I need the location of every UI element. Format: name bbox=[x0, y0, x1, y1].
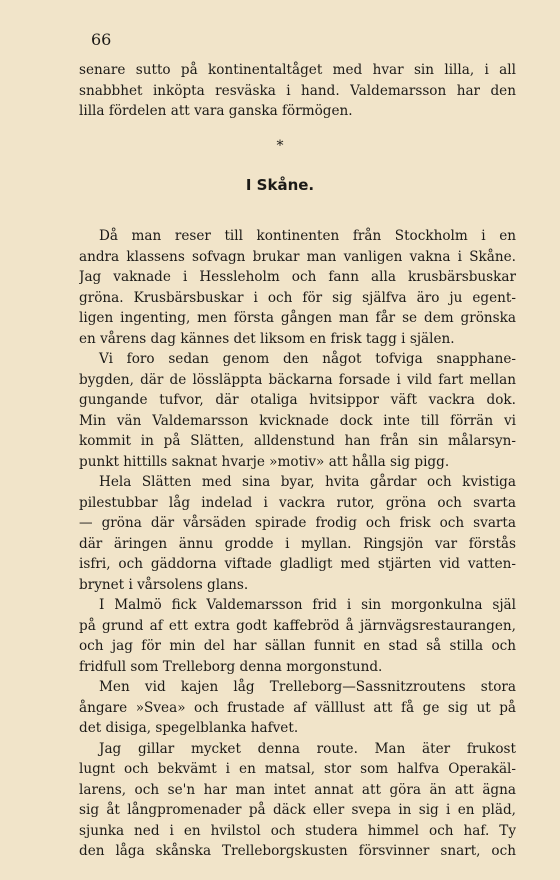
section-body bbox=[79, 226, 516, 862]
text-line: Min vän Valdemarsson kvicknade dock inte till förrän vi bbox=[79, 412, 516, 429]
text-line: Men vid kajen låg Trelleborg—Sassnitzroutens stora bbox=[99, 679, 516, 695]
text-line: lilla fördelen att vara ganska förmögen. bbox=[79, 103, 353, 119]
text-line: på grund af ett extra godt kaffebröd å järnvägsrestaurangen, bbox=[79, 617, 516, 634]
text-line: gungande tufvor, där otaliga hvitsippor väft vackra dok. bbox=[79, 392, 516, 408]
text-line: Vi foro sedan genom den något tofviga snapphane- bbox=[99, 351, 516, 367]
text-line: lugnt och bekvämt i en matsal, stor som halfva Operakäl- bbox=[79, 761, 516, 777]
text-line: Jag gillar mycket denna route. Man äter frukost bbox=[99, 740, 516, 757]
text-line: — gröna där vårsäden spirade frodig och frisk och svarta bbox=[79, 515, 516, 531]
text-line: Hela Slätten med sina byar, hvita gårdar och kvistiga bbox=[99, 474, 516, 490]
section-separator: * bbox=[276, 138, 284, 154]
text-line: pilestubbar låg indelad i vackra rutor, gröna och svarta bbox=[79, 494, 516, 511]
text-line: snabbhet inköpta resväska i hand. Valdemarsson har den bbox=[79, 82, 516, 99]
intro-paragraph bbox=[79, 60, 516, 122]
section-heading: I Skåne. bbox=[245, 176, 315, 194]
text-line: en vårens dag kännes det liksom en frisk tagg i själen. bbox=[79, 330, 455, 347]
text-line: larens, och se'n har man intet annat att göra än att ägna bbox=[79, 781, 516, 798]
text-line: den låga skånska Trelleborgskusten försvinner snart, och bbox=[79, 843, 516, 859]
text-line: ångare »Svea» och frustade af välllust att få ge sig ut på bbox=[79, 699, 516, 716]
text-line: sig åt långpromenader på däck eller svepa in sig i en pläd, bbox=[79, 802, 516, 818]
text-line: det disiga, spegelblanka hafvet. bbox=[79, 720, 299, 736]
text-line: I Malmö fick Valdemarsson frid i sin morgonkulna själ bbox=[99, 597, 516, 613]
text-line: isfri, och gäddorna viftade gladligt med stjärten vid vatten- bbox=[79, 556, 516, 572]
text-line: andra klassens sofvagn brukar man vanligen vakna i Skåne. bbox=[79, 248, 516, 265]
text-line: bygden, där de lössläppta bäckarna forsade i vild fart mellan bbox=[79, 371, 516, 388]
text-line: fridfull som Trelleborg denna morgonstund. bbox=[79, 658, 383, 675]
text-line: ligen ingenting, men första gången man får se dem grönska bbox=[79, 310, 516, 326]
text-line: kommit in på Slätten, alldenstund han från sin målarsyn- bbox=[79, 433, 516, 449]
page-number: 66 bbox=[91, 30, 112, 49]
text-line: Då man reser till kontinenten från Stockholm i en bbox=[99, 228, 516, 244]
text-line: brynet i vårsolens glans. bbox=[79, 576, 249, 593]
text-line: punkt hittills saknat hvarje »motiv» att hålla sig pigg. bbox=[79, 453, 450, 470]
text-line: gröna. Krusbärsbuskar i och för sig själfva äro ju egent- bbox=[79, 289, 516, 306]
text-line: sjunka ned i en hvilstol och studera himmel och haf. Ty bbox=[79, 822, 516, 839]
text-line: och jag för min del har sällan funnit en stad så stilla och bbox=[79, 638, 516, 654]
text-line: Jag vaknade i Hessleholm och fann alla krusbärsbuskar bbox=[79, 269, 516, 285]
text-line: där äringen ännu grodde i myllan. Ringsjön var förstås bbox=[79, 535, 516, 552]
text-line: senare sutto på kontinentaltåget med hvar sin lilla, i all bbox=[79, 62, 516, 78]
